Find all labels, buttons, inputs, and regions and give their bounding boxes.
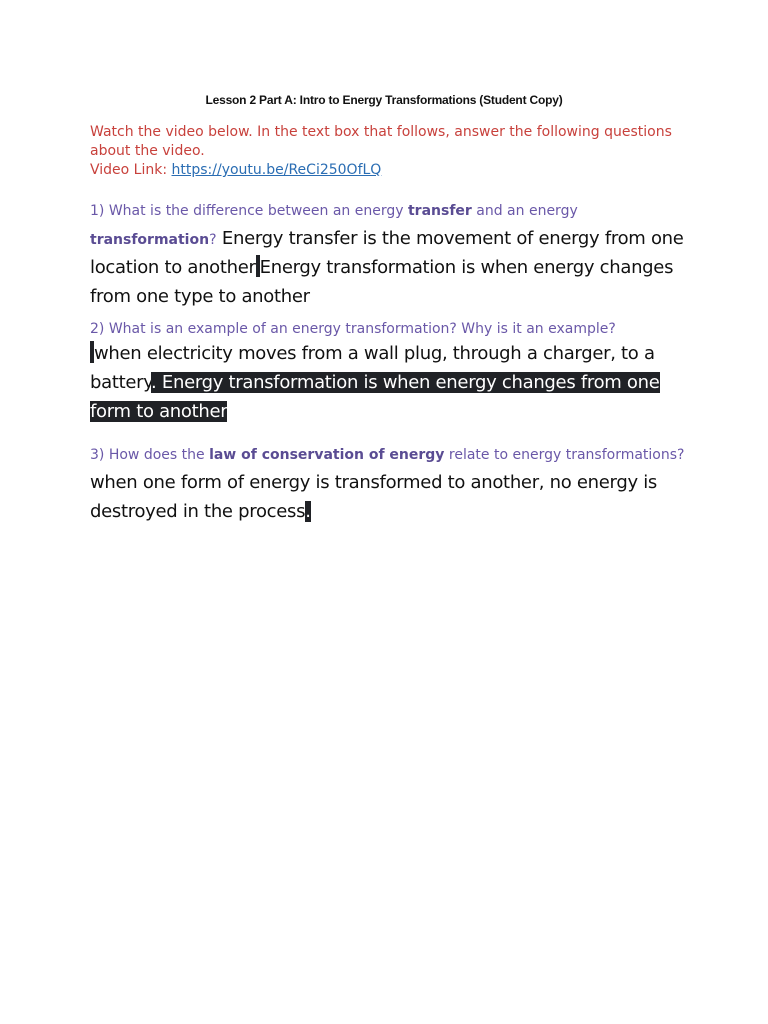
video-link[interactable]: https://youtu.be/ReCi250OfLQ (171, 162, 382, 178)
keyword-conservation: law of conservation of energy (209, 447, 445, 463)
answer-1-part-a[interactable]: Energy transfer is the movement of energy from one location to another (90, 228, 684, 278)
keyword-transformation: transformation (90, 232, 210, 248)
keyword-transfer: transfer (407, 203, 472, 219)
question-2-text: 2) What is an example of an energy transformation? Why is it an example? (90, 321, 616, 337)
video-link-label: Video Link: (90, 162, 172, 178)
answer-3-part-a[interactable]: when one form of energy is transformed to another, no energy is destroyed in the process (90, 472, 658, 522)
question-1-text: 1) What is the difference between an energy transfer and an energy transformation? (90, 203, 578, 248)
answer-2-selected-text[interactable]: . Energy transformation is when energy changes from one form to another (90, 372, 660, 422)
answer-2-part-a[interactable]: when electricity moves from a wall plug, through a charger, to a battery (90, 343, 655, 393)
question-3-text: 3) How does the law of conservation of energy relate to energy transformations? (90, 447, 685, 463)
question-1 (90, 197, 690, 312)
instructions-text: Watch the video below. In the text box that follows, answer the following questions about the video. (90, 124, 672, 159)
question-2 (90, 318, 690, 427)
answer-1-part-b[interactable]: Energy transformation is when energy changes from one type to another (90, 257, 674, 307)
answer-3-selected-text[interactable]: . (305, 501, 311, 522)
instructions-block (90, 123, 680, 180)
page-title: Lesson 2 Part A: Intro to Energy Transformations (Student Copy) (205, 93, 563, 107)
question-3 (90, 440, 690, 527)
